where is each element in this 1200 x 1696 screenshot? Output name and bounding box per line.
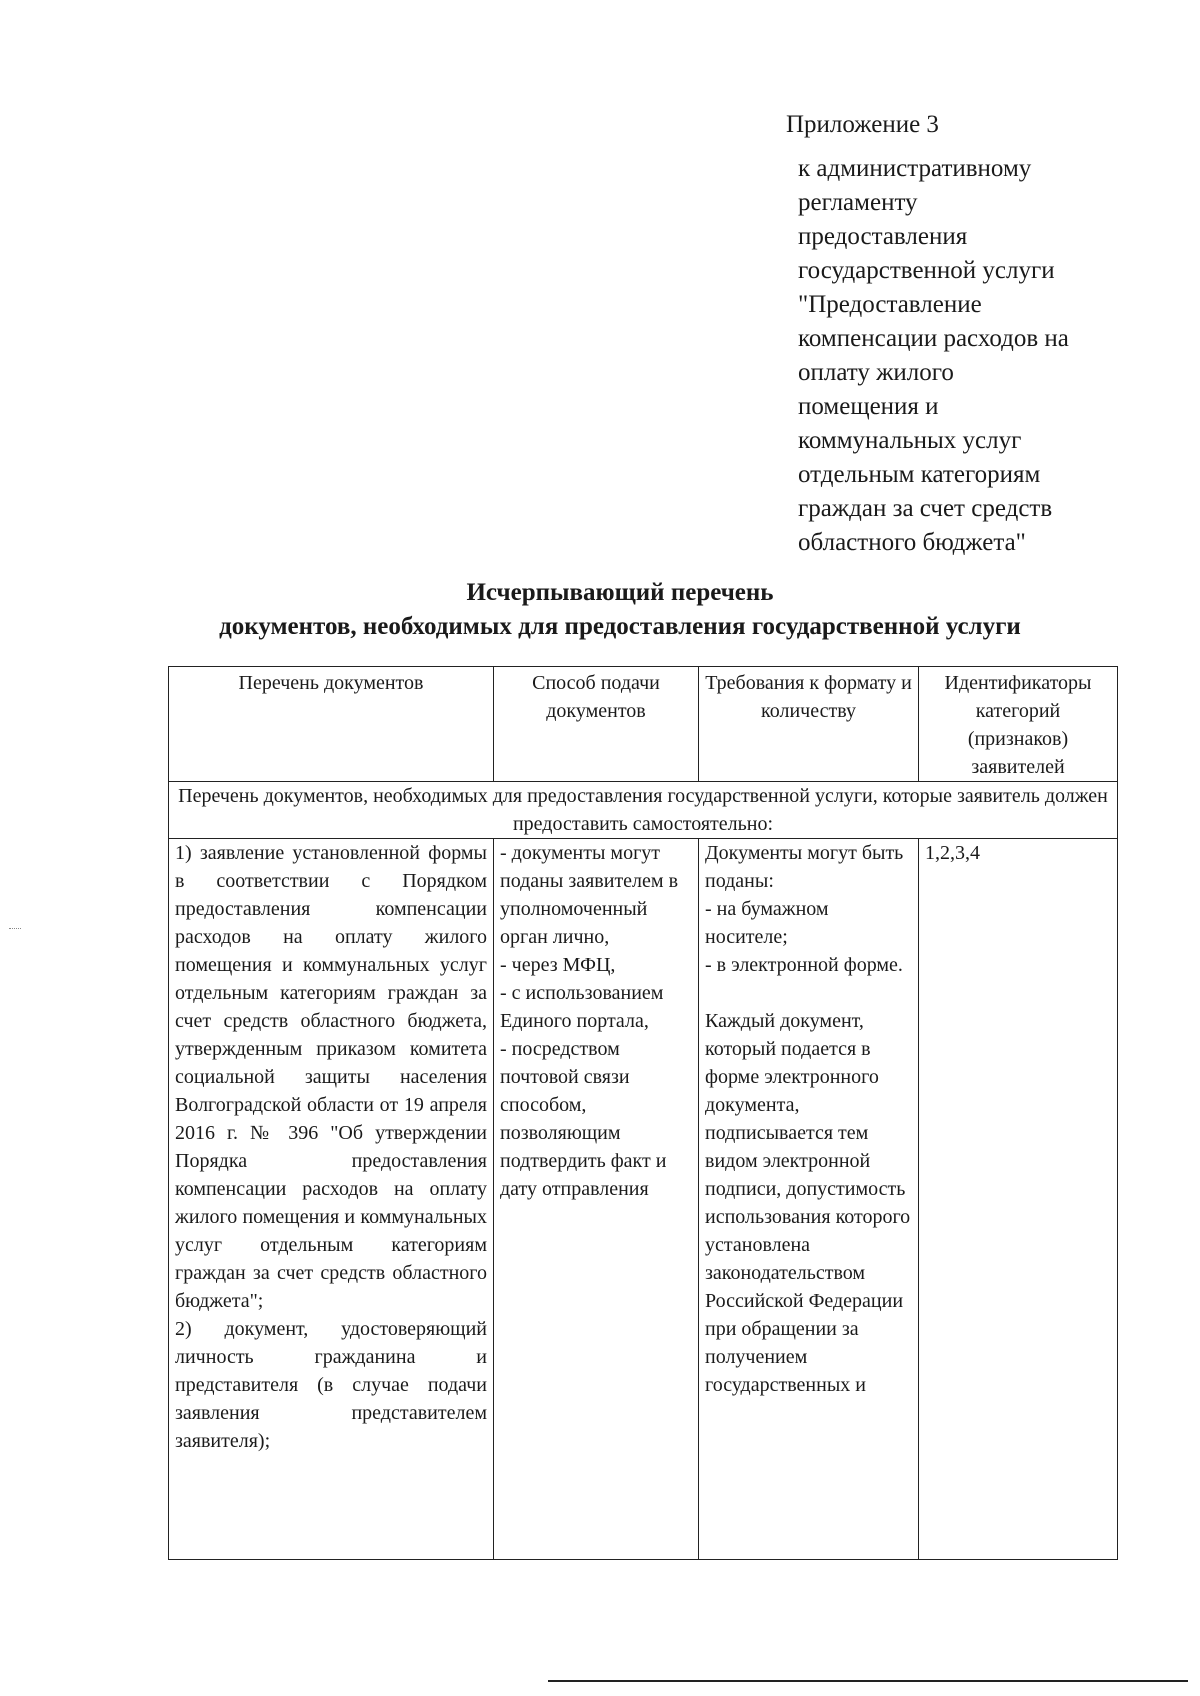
appendix-line: граждан за счет средств: [798, 495, 1053, 522]
submission-method-item: - документы могут поданы заявителем в уполномоченный орган лично,: [500, 842, 679, 948]
appendix-title: Приложение 3: [786, 111, 939, 138]
appendix-line: коммунальных услуг: [798, 427, 1022, 454]
appendix-line: помещения и: [798, 393, 939, 420]
header-identifiers: Идентификаторы категорий (признаков) заявителей: [919, 667, 1118, 782]
cell-documents: [169, 839, 494, 1560]
appendix-line: "Предоставление: [798, 291, 982, 318]
documents-table: [168, 666, 1118, 1560]
section-heading: Перечень документов, необходимых для предоставления государственной услуги, которые заявитель должен предоставить самостоятельно:: [169, 782, 1118, 839]
submission-method-item: - посредством почтовой связи способом, позволяющим подтвердить факт и дату отправления: [500, 1038, 667, 1200]
document-title: [120, 576, 1120, 644]
table-header-row: [169, 667, 1118, 782]
header-format-requirements: Требования к формату и количеству: [699, 667, 919, 782]
document-item: 2) документ, удостоверяющий личность гражданина и представителя (в случае подачи заявления представителем заявителя);: [175, 1318, 487, 1452]
format-requirement-spacer: [705, 979, 912, 1007]
format-requirement-item: - на бумажном носителе;: [705, 898, 829, 948]
header-submission-method: Способ подачи документов: [494, 667, 699, 782]
appendix-line: областного бюджета": [798, 529, 1026, 556]
appendix-line: государственной услуги: [798, 257, 1055, 284]
document-title-line2: документов, необходимых для предоставления государственной услуги: [219, 613, 1021, 640]
document-item: 1) заявление установленной формы в соответствии с Порядком предоставления компенсации расходов на оплату жилого помещения и коммунальных услуг отдельным категориям граждан за счет средств областного бюджета, утвержденным приказом комитета социальной защиты населения Волгоградской области от 19 апреля 2016 г. № 396 "Об утверждении Порядка предоставления компенсации расходов на оплату жилого помещения и коммунальных услуг отдельным категориям граждан за счет средств областного бюджета";: [175, 842, 487, 1312]
margin-mark: [9, 928, 21, 929]
submission-method-item: - через МФЦ,: [500, 954, 616, 976]
cell-submission-methods: [494, 839, 699, 1560]
format-requirement-item: Документы могут быть поданы:: [705, 842, 904, 892]
appendix-subtitle: [786, 152, 1166, 560]
appendix-line: регламенту: [798, 189, 918, 216]
appendix-line: компенсации расходов на: [798, 325, 1069, 352]
table-row: [169, 839, 1118, 1560]
format-requirement-item: Каждый документ, который подается в форме электронного документа, подписывается тем видом электронной подписи, допустимость использования которого установлена законодательством Российской Федерации при обращении за получением государственных и: [705, 1010, 911, 1396]
cell-identifiers: 1,2,3,4: [919, 839, 1118, 1560]
header-documents: Перечень документов: [169, 667, 494, 782]
submission-method-item: - с использованием Единого портала,: [500, 982, 664, 1032]
appendix-line: к административному: [798, 155, 1032, 182]
document-title-line1: Исчерпывающий перечень: [466, 579, 774, 606]
format-requirement-item: - в электронной форме.: [705, 954, 903, 976]
appendix-line: оплату жилого: [798, 359, 954, 386]
cell-format-requirements: [699, 839, 919, 1560]
appendix-line: отдельным категориям: [798, 461, 1041, 488]
bottom-rule: [548, 1680, 1188, 1682]
appendix-block: [786, 108, 1166, 560]
table-section-row: [169, 782, 1118, 839]
appendix-line: предоставления: [798, 223, 968, 250]
